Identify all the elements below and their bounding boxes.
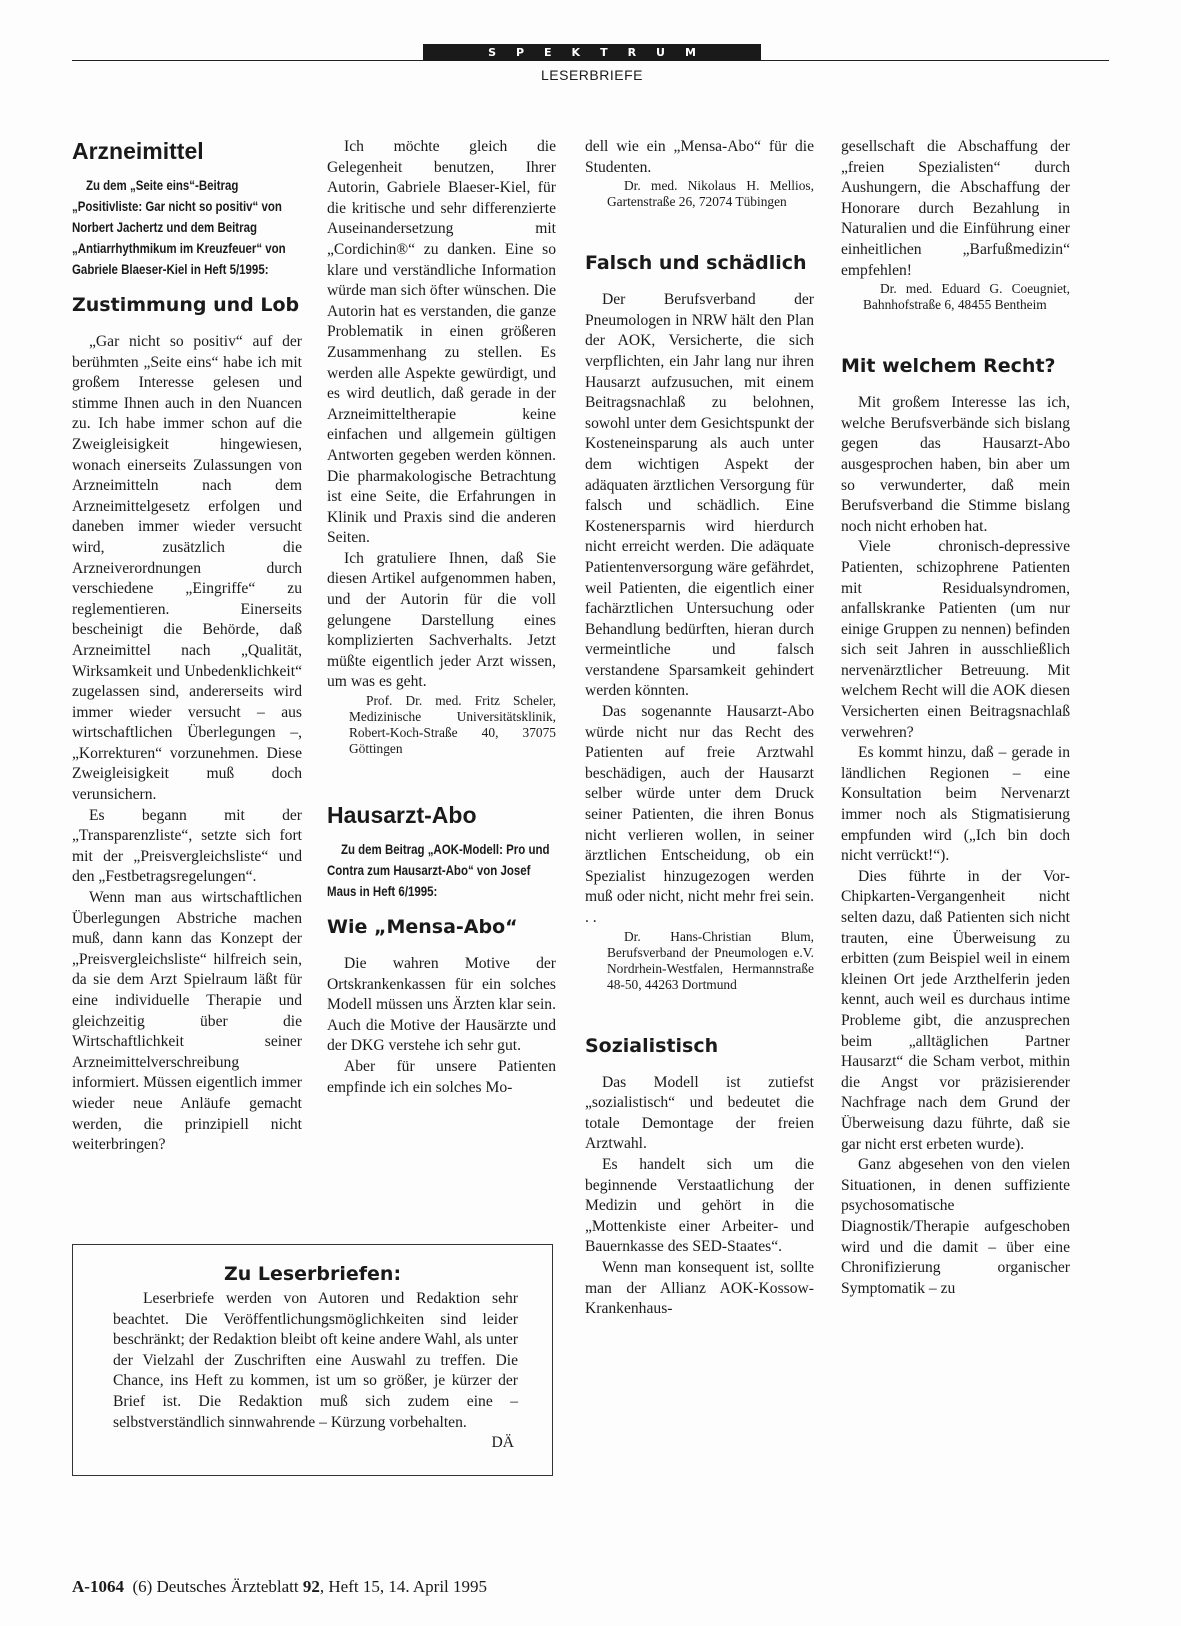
- letter-paragraph: Der Berufsverband der Pneumologen in NRW hält den Plan der AOK, Versicherte, die sich verpflichten, ein Jahr lang nur ihren Hausarzt aufzusuchen, mit einem Beitragsnachlaß zu belohnen, sowohl unter dem Gesichtspunkt der Kosteneinsparung als auch unter dem wichtigen Aspekt der adäquaten ärztlichen Versorgung für falsch und schädlich. Eine Kostenersparnis wird hierdurch nicht erreicht werden. Die adäquate Patientenversorgung wäre gefährdet, weil Patienten, die eigentlich einer fachärztlichen Untersuchung oder Behandlung bedürften, hieran durch vermeintliche und falsch verstandene Sparsamkeit gehindert werden könnten.: [585, 291, 814, 700]
- letter-signature: Prof. Dr. med. Fritz Scheler, Medizinische Universitätsklinik, Robert-Koch-Straße 40, 37075 Göttingen: [349, 693, 556, 757]
- letter-paragraph: Ganz abgesehen von den vielen Situationen, in denen suffiziente psychosomatische Diagnostik/Therapie aufgeschoben wird und die damit – über eine Chronifizierung organischer Symptomatik – zu: [841, 1156, 1070, 1297]
- column-1: [72, 137, 302, 1156]
- letter-paragraph: Mit großem Interesse las ich, welche Berufsverbände sich bislang gegen das Hausarzt-Abo ausgesprochen haben, bin aber um so verwunderter, daß mein Berufsverband die Stimme bislang noch nicht erhoben hat.: [841, 394, 1070, 535]
- letter-heading: Wie „Mensa-Abo“: [327, 916, 518, 939]
- subsection-label: LESERBRIEFE: [541, 67, 643, 83]
- letter-heading: Mit welchem Recht?: [841, 355, 1056, 378]
- column-4: [841, 137, 1070, 1299]
- notice-text: [113, 1289, 518, 1452]
- journal-issue: , Heft 15, 14. April 1995: [319, 1577, 488, 1596]
- letter-paragraph: Das sogenannte Hausarzt-Abo würde nicht nur das Recht des Patienten auf freie Arztwahl beschädigen, auch der Hausarzt selber würde unter dem Druck seiner Patienten, die ihren Bonus nicht verlieren wollen, in seiner ärztlichen Entscheidung, ob ein Spezialist hinzugezogen werden muß oder nicht, nicht mehr frei sein. . .: [585, 703, 814, 926]
- letter-signature: Dr. Hans-Christian Blum, Berufsverband der Pneumologen e.V. Nordrhein-Westfalen, Hermannstraße 48-50, 44263 Dortmund: [607, 928, 814, 992]
- letter-paragraph: Wenn man aus wirtschaftlichen Überlegungen Abstriche machen muß, dann kann das Konzept der „Preisvergleichsliste“ hilfreich sein, da sie dem Arzt Spielraum läßt für eine individuelle Therapie und gleichzeitig über die Wirtschaftlichkeit seiner Arzneimittelverschreibung informiert. Müssen eigentlich immer wieder neue Anläufe gemacht werden, die prinzipiell nicht weiterbringen?: [72, 889, 302, 1154]
- section-label: SPEKTRUM: [423, 44, 761, 61]
- letter-heading: Sozialistisch: [585, 1034, 719, 1057]
- page-footer: [72, 1577, 487, 1597]
- column-3: [585, 137, 814, 1320]
- letter-paragraph: Es handelt sich um die beginnende Verstaatlichung der Medizin und gehört in die „Mottenkiste einer Arbeiter- und Bauernkasse des SED-Staates“.: [585, 1155, 814, 1256]
- notice-body: Leserbriefe werden von Autoren und Redaktion sehr beachtet. Die Veröffentlichungsmöglichkeiten sind leider beschränkt; der Redaktion bleibt oft keine andere Wahl, als unter der Vielzahl der Zuschriften eine Auswahl zu treffen. Die Chance, ins Heft zu kommen, ist um so größer, je kürzer der Brief ist. Die Redaktion muß sich zudem eine – selbstverständlich sinnwahrende – Kürzung vorbehalten.: [113, 1290, 518, 1431]
- letter-paragraph: Das Modell ist zutiefst „sozialistisch“ und bedeutet die totale Demontage der freien Arztwahl.: [585, 1073, 814, 1153]
- letter-paragraph: Ich möchte gleich die Gelegenheit benutzen, Ihrer Autorin, Gabriele Blaeser-Kiel, für die kritische und sehr differenzierte Auseinandersetzung mit „Cordichin®“ zu danken. Eine so klare und verständliche Information würde man sich öfter wünschen. Die Autorin hat es verstanden, die ganze Problematik in einen größeren Zusammenhang zu stellen. Es werden alle Aspekte gewürdigt, und es wird deutlich, daß gerade in der Arzneimitteltherapie keine einfachen und allgemein gültigen Antworten gegeben werden können. Die pharmakologische Betrachtung ist eine Seite, die Erfahrungen in Klinik und Praxis sind die anderen Seiten.: [327, 138, 556, 547]
- letter-paragraph: Aber für unsere Patienten empfinde ich ein solches Mo-: [327, 1058, 556, 1096]
- letter-paragraph: Viele chronisch-depressive Patienten, schizophrene Patienten mit Residualsyndromen, anfallskranke Patienten (um nur einige Gruppen zu nennen) befinden sich seit Jahren in ausschließlich nervenärztlicher Betreuung. Mit welchem Recht will die AOK diesen Versicherten einen Beitragsnachlaß verwehren?: [841, 538, 1070, 741]
- letter-paragraph: Ich gratuliere Ihnen, daß Sie diesen Artikel aufgenommen haben, und der Autorin für die voll gelungene Darstellung eines komplizierten Sachverhalts. Jetzt müßte eigentlich jeder Arzt wissen, um was es geht.: [327, 549, 556, 691]
- letter-paragraph: Es begann mit der „Transparenzliste“, setzte sich fort mit der „Preisvergleichsliste“ und den „Festbetragsregelungen“.: [72, 806, 302, 886]
- letter-heading: Zustimmung und Lob: [72, 294, 300, 316]
- letter-paragraph: Dies führte in der Vor-Chipkarten-Vergangenheit nicht selten dazu, daß Patienten sich nicht trauten, eine Überweisung zu erbitten (zum Beispiel weil in einem kleinen Ort jede Arzthelferin jeden kennt, auch weil es durchaus intime Probleme gibt, die anzusprechen beim „alltäglichen Partner Hausarzt“ die Scham verbot, mithin die Angst vor präzisierender Nachfrage nach dem Grund der Überweisung dazu führte, daß sie gar nicht erst erbeten wurde).: [841, 867, 1070, 1153]
- letter-paragraph: „Gar nicht so positiv“ auf der berühmten „Seite eins“ habe ich mit großem Interesse gelesen und stimme Ihnen auch in den Nuancen zu. Ich habe immer schon auf die Zweigleisigkeit hingewiesen, wonach einerseits Zulassungen von Arzneimitteln nach dem Arzneimittelgesetz erfolgen und daneben immer wieder versucht wird, zusätzlich die Arzneiverordnungen durch verschiedene „Eingriffe“ zu reglementieren. Einerseits bescheinigt die Behörde, daß Arzneimittel nach „Qualität, Wirksamkeit und Unbedenklichkeit“ zugelassen sind, andererseits wird immer wieder versucht – aus wirtschaftlichen Überlegungen –, „Korrekturen“ vorzunehmen. Diese Zweigleisigkeit muß doch verunsichern.: [72, 333, 302, 804]
- notice-initials: DÄ: [491, 1434, 514, 1452]
- column-2: [327, 137, 556, 1098]
- letter-paragraph: Wenn man konsequent ist, sollte man der Allianz AOK-Kossow-Krankenhaus-: [585, 1258, 814, 1318]
- letter-paragraph: Die wahren Motive der Ortskrankenkassen für ein solches Modell müssen uns Ärzten klar sein. Auch die Motive der Hausärzte und der DKG verstehe ich sehr gut.: [327, 955, 556, 1055]
- article-heading-hausarzt-abo: Hausarzt-Abo: [327, 802, 477, 829]
- leserbriefe-notice-box: [72, 1244, 553, 1476]
- article-heading-arzneimittel: Arzneimittel: [72, 138, 204, 164]
- journal-name: (6) Deutsches Ärzteblatt: [132, 1577, 299, 1596]
- letter-heading: Falsch und schädlich: [585, 252, 807, 275]
- notice-title: Zu Leserbriefen:: [223, 1263, 402, 1285]
- article-intro: Zu dem Beitrag „AOK-Modell: Pro und Contra zum Hausarzt-Abo“ von Josef Maus in Heft 6/1995:: [327, 841, 550, 900]
- letter-paragraph: gesellschaft die Abschaffung der „freien Spezialisten“ durch Aushungern, die Abschaffung der Honorare durch Bezahlung in Naturalien und die Einführung einer einheitlichen „Barfußmedizin“ empfehlen!: [841, 138, 1070, 279]
- page-number: A-1064: [72, 1577, 124, 1596]
- article-intro: Zu dem „Seite eins“-Beitrag „Positivliste: Gar nicht so positiv“ von Norbert Jachertz und dem Beitrag „Antiarrhythmikum im Kreuzfeuer“ von Gabriele Blaeser-Kiel in Heft 5/1995:: [72, 177, 286, 277]
- letter-paragraph: Es kommt hinzu, daß – gerade in ländlichen Regionen – eine Konsultation beim Nervenarzt immer noch als Stigmatisierung empfunden wird („Ich bin doch nicht verrückt!“).: [841, 744, 1070, 865]
- letter-signature: Dr. med. Eduard G. Coeugniet, Bahnhofstraße 6, 48455 Bentheim: [863, 281, 1070, 313]
- letter-signature: Dr. med. Nikolaus H. Mellios, Gartenstraße 26, 72074 Tübingen: [607, 178, 814, 210]
- journal-volume: 92: [302, 1577, 320, 1596]
- letter-paragraph: dell wie ein „Mensa-Abo“ für die Studenten.: [585, 138, 814, 176]
